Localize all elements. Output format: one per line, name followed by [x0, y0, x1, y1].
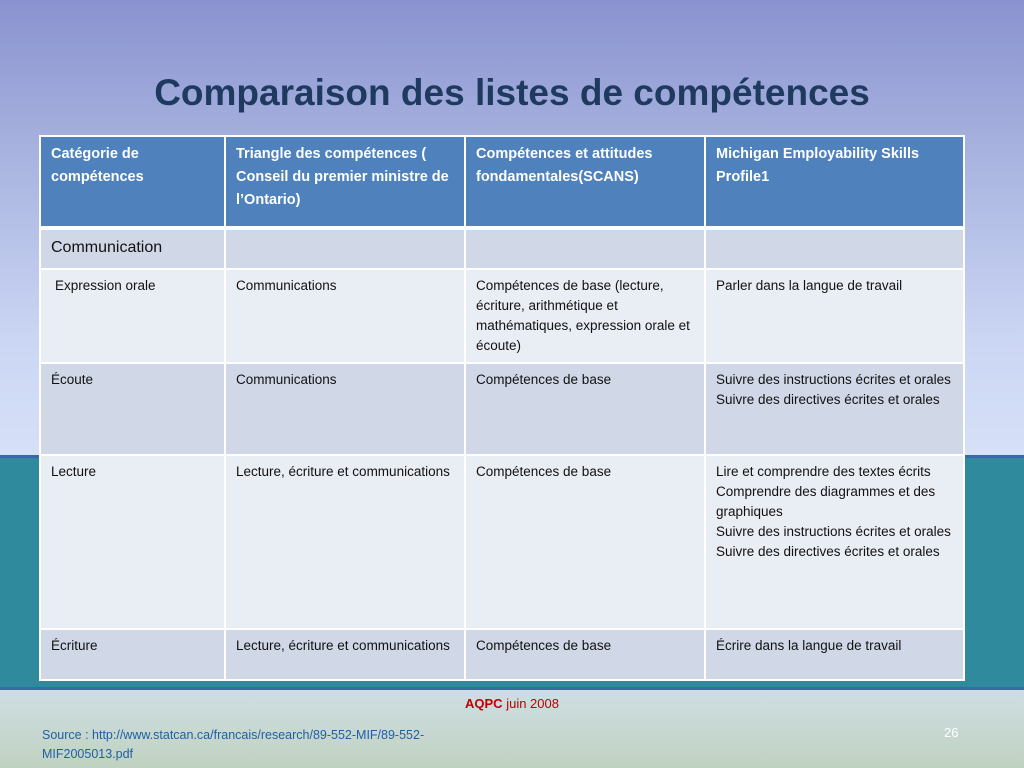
cell-text: Compétences de base	[476, 464, 612, 479]
table-cell	[40, 228, 225, 269]
source-link[interactable]: Source : http://www.statcan.ca/francais/research/89-552-MIF/89-552-MIF2005013.pdf	[42, 728, 425, 761]
page-number: 26	[944, 725, 959, 740]
cell-text: Lire et comprendre des textes écrits	[716, 464, 931, 479]
table-cell	[705, 228, 964, 269]
cell-text: Expression orale	[55, 278, 156, 293]
table-cell	[705, 455, 964, 629]
cell-text: Communications	[236, 278, 337, 293]
header-cell-ontario-triangle: Triangle des compétences ( Conseil du premier ministre de l’Ontario)	[225, 136, 465, 228]
cell-text: Compétences de base	[476, 372, 612, 387]
table-cell	[40, 455, 225, 629]
table-cell	[225, 269, 465, 363]
cell-text: Écriture	[51, 638, 98, 653]
table-cell	[225, 363, 465, 455]
table-row	[40, 629, 964, 680]
cell-text: Écrire dans la langue de travail	[716, 638, 902, 653]
table-cell	[225, 629, 465, 680]
cell-text: Suivre des directives écrites et orales	[716, 392, 940, 407]
header-cell-michigan: Michigan Employability Skills Profile1	[705, 136, 964, 228]
table-row	[40, 363, 964, 455]
table-cell	[225, 455, 465, 629]
table-row	[40, 455, 964, 629]
cell-text: Compétences de base	[476, 638, 612, 653]
table-cell	[465, 363, 705, 455]
cell-text: Parler dans la langue de travail	[716, 278, 903, 293]
footer-brand: AQPC	[465, 696, 503, 711]
footer-date: juin 2008	[506, 696, 559, 711]
table-row	[40, 269, 964, 363]
table-cell	[705, 269, 964, 363]
table-cell	[465, 269, 705, 363]
cell-text: Lecture	[51, 464, 97, 479]
cell-text: Suivre des directives écrites et orales	[716, 544, 940, 559]
table-cell	[705, 629, 964, 680]
footer-credit	[0, 696, 1024, 711]
cell-text: Suivre des instructions écrites et orales	[716, 524, 951, 539]
cell-text: Écoute	[51, 372, 94, 387]
slide-title: Comparaison des listes de compétences	[154, 72, 870, 113]
table-row	[40, 228, 964, 269]
table-cell	[705, 363, 964, 455]
table-cell	[465, 228, 705, 269]
cell-text: Lecture, écriture et communications	[236, 464, 450, 479]
table-header-row	[40, 136, 964, 228]
table-cell	[40, 269, 225, 363]
cell-text: Communication	[51, 239, 163, 256]
cell-text: Comprendre des diagrammes et des graphiques	[716, 484, 936, 519]
comparison-table	[39, 135, 965, 681]
header-cell-category: Catégorie de compétences	[40, 136, 225, 228]
table-cell	[40, 629, 225, 680]
table-cell	[465, 455, 705, 629]
cell-text: Lecture, écriture et communications	[236, 638, 450, 653]
cell-text: Compétences de base (lecture, écriture, arithmétique et mathématiques, expression orale et écoute)	[476, 278, 690, 353]
table-cell	[225, 228, 465, 269]
table-cell	[465, 629, 705, 680]
cell-text: Suivre des instructions écrites et orales	[716, 372, 951, 387]
cell-text: Communications	[236, 372, 337, 387]
table-cell	[40, 363, 225, 455]
header-cell-scans: Compétences et attitudes fondamentales(SCANS)	[465, 136, 705, 228]
